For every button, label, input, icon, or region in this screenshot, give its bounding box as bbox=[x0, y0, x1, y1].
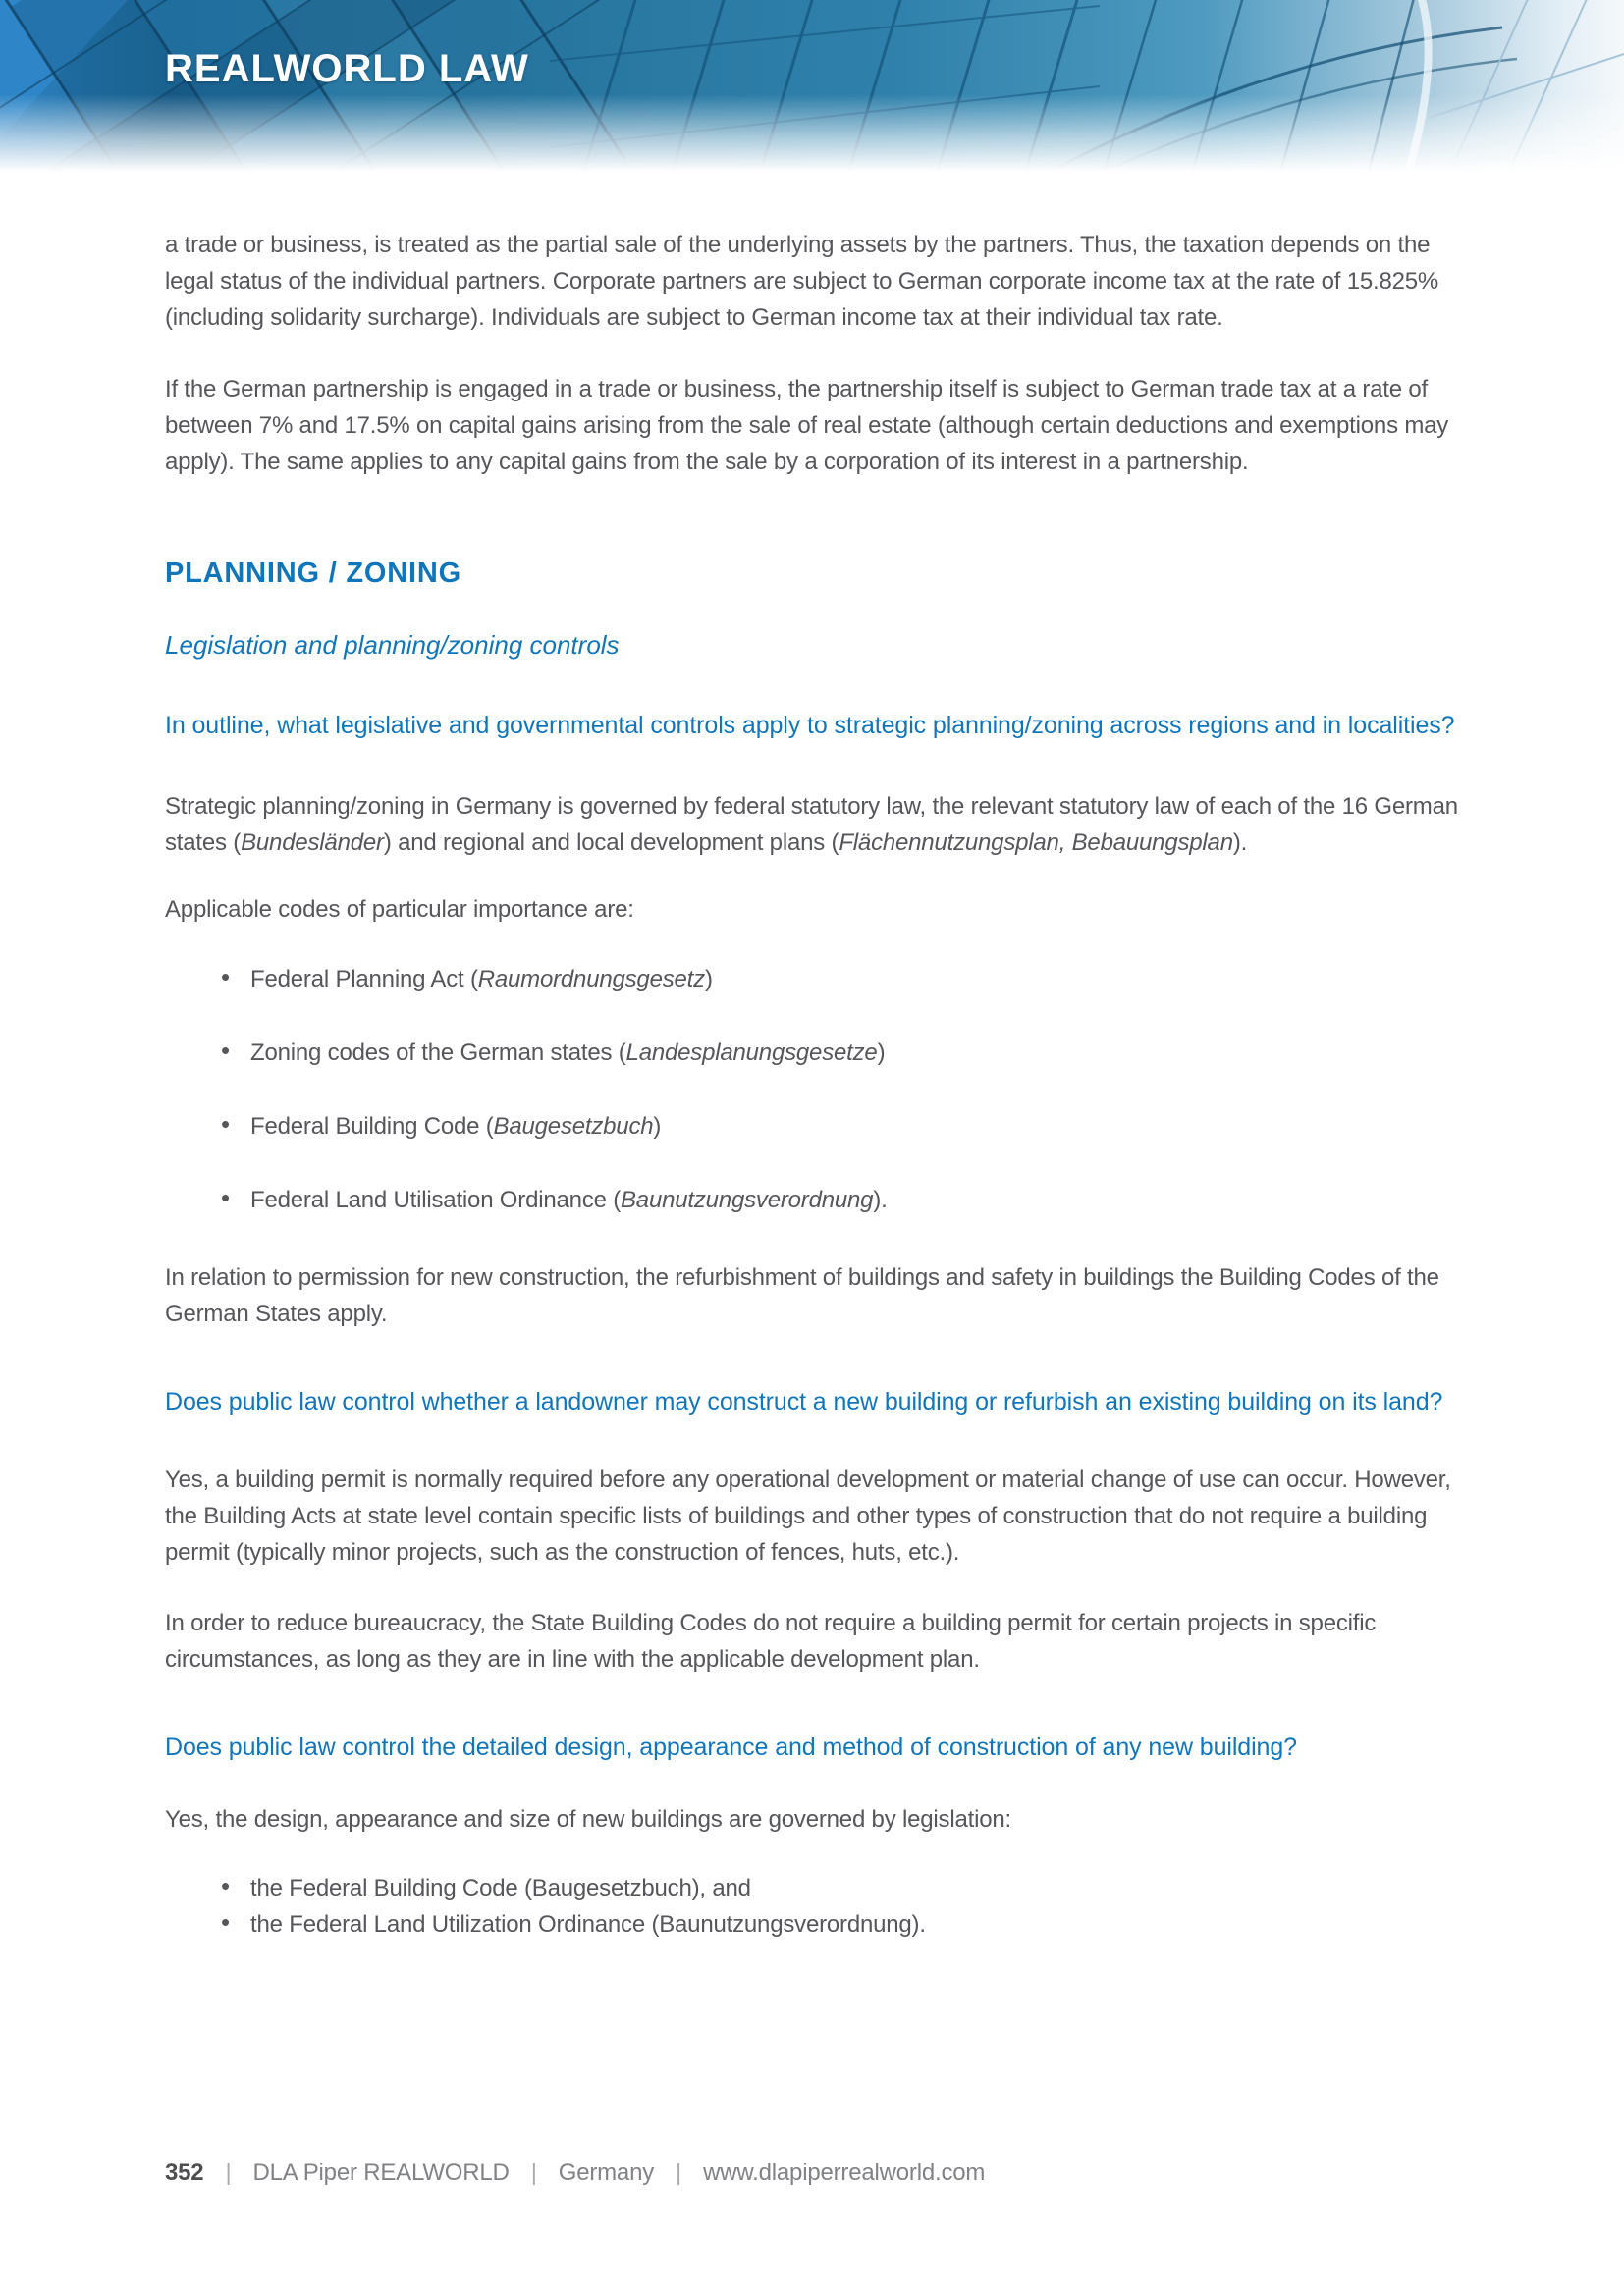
answer-strategic-planning bbox=[165, 788, 1467, 861]
page-number: 352 bbox=[165, 2160, 204, 2186]
page-content bbox=[0, 172, 1624, 1943]
list-item bbox=[165, 1108, 1467, 1145]
list-item bbox=[165, 1182, 1467, 1218]
section-title-planning-zoning: PLANNING / ZONING bbox=[165, 558, 461, 589]
answer-text: ). bbox=[1232, 829, 1248, 856]
paragraph-design-legislation: Yes, the design, appearance and size of new buildings are governed by legislation: bbox=[165, 1806, 1011, 1833]
german-term: Raumordnungsgesetz bbox=[477, 966, 705, 992]
footer-website-url: www.dlapiperrealworld.com bbox=[703, 2160, 986, 2186]
list-item bbox=[165, 1870, 1467, 1906]
question-design-appearance-construction: Does public law control the detailed design, appearance and method of construction of any new building? bbox=[165, 1734, 1297, 1761]
paragraph-applicable-codes: Applicable codes of particular importance are: bbox=[165, 896, 634, 923]
bullet-icon: • bbox=[221, 1036, 230, 1065]
paragraph-building-codes-apply: In relation to permission for new construction, the refurbishment of buildings and safety in buildings the Building Codes of the German States apply. bbox=[165, 1264, 1439, 1327]
footer-separator: | bbox=[530, 2160, 537, 2186]
paragraph-reduce-bureaucracy: In order to reduce bureaucracy, the State Building Codes do not require a building permit for certain projects in specific circumstances, as long as they are in line with the applicable development plan. bbox=[165, 1610, 1377, 1673]
footer-separator: | bbox=[225, 2160, 232, 2186]
german-term: Landesplanungsgesetze bbox=[625, 1040, 878, 1066]
legislation-bullet-list bbox=[165, 1870, 1467, 1943]
list-item bbox=[165, 1035, 1467, 1071]
subsection-title-legislation-controls: Legislation and planning/zoning controls bbox=[165, 630, 620, 660]
list-item-text: Federal Land Utilisation Ordinance ( bbox=[250, 1187, 621, 1213]
question-strategic-planning-controls: In outline, what legislative and governmental controls apply to strategic planning/zoning across regions and in localities? bbox=[165, 712, 1455, 739]
german-term: Baunutzungsverordnung bbox=[621, 1187, 874, 1213]
bullet-icon: • bbox=[221, 1871, 230, 1900]
german-term: Flächennutzungsplan, Bebauungsplan bbox=[839, 829, 1233, 856]
list-item-text: Federal Building Code ( bbox=[250, 1113, 494, 1140]
footer-brand: DLA Piper REALWORLD bbox=[252, 2160, 510, 2186]
german-term: Baugesetzbuch bbox=[493, 1113, 654, 1140]
answer-text: Strategic planning/zoning in Germany is governed by federal statutory law, the relevant statutory law of each of the 16 German states ( bbox=[165, 793, 1458, 856]
paragraph-partnership-taxation: a trade or business, is treated as the partial sale of the underlying assets by the partners. Thus, the taxation depends on the legal status of the individual partners. Corporate partners are subject to German corporate income tax at the rate of 15.825% (including solidarity surcharge). Individuals are subject to German income tax at their individual tax rate. bbox=[165, 232, 1439, 331]
bullet-icon: • bbox=[221, 1109, 230, 1139]
bullet-icon: • bbox=[221, 962, 230, 991]
list-item-text: ) bbox=[877, 1040, 886, 1066]
list-item-text: ) bbox=[704, 966, 713, 992]
bullet-icon: • bbox=[221, 1183, 230, 1212]
list-item bbox=[165, 1906, 1467, 1943]
footer-country: Germany bbox=[558, 2160, 655, 2186]
list-item-text: the Federal Building Code (Baugesetzbuch), and bbox=[250, 1875, 751, 1901]
list-item-text: Zoning codes of the German states ( bbox=[250, 1040, 626, 1066]
footer-separator: | bbox=[676, 2160, 682, 2186]
paragraph-trade-tax: If the German partnership is engaged in a trade or business, the partnership itself is subject to German trade tax at a rate of between 7% and 17.5% on capital gains arising from the sale of real estate (although certain deductions and exemptions may apply). The same applies to any capital gains from the sale by a corporation of its interest in a partnership. bbox=[165, 376, 1449, 475]
answer-text: ) and regional and local development plans ( bbox=[383, 829, 839, 856]
paragraph-building-permit: Yes, a building permit is normally required before any operational development or material change of use can occur. However, the Building Acts at state level contain specific lists of buildings and other types of construction that do not require a building permit (typically minor projects, such as the construction of fences, huts, etc.). bbox=[165, 1467, 1451, 1566]
page-footer bbox=[165, 2160, 985, 2187]
codes-bullet-list bbox=[165, 961, 1467, 1218]
list-item bbox=[165, 961, 1467, 997]
list-item-text: ) bbox=[653, 1113, 662, 1140]
bullet-icon: • bbox=[221, 1907, 230, 1937]
list-item-text: Federal Planning Act ( bbox=[250, 966, 478, 992]
list-item-text: ). bbox=[873, 1187, 888, 1213]
brand-title: REALWORLD LAW bbox=[165, 47, 529, 90]
german-term: Bundesländer bbox=[241, 829, 384, 856]
question-construct-or-refurbish: Does public law control whether a landowner may construct a new building or refurbish an existing building on its land? bbox=[165, 1388, 1443, 1415]
list-item-text: the Federal Land Utilization Ordinance (Baunutzungsverordnung). bbox=[250, 1911, 926, 1938]
page-header bbox=[0, 0, 1624, 172]
